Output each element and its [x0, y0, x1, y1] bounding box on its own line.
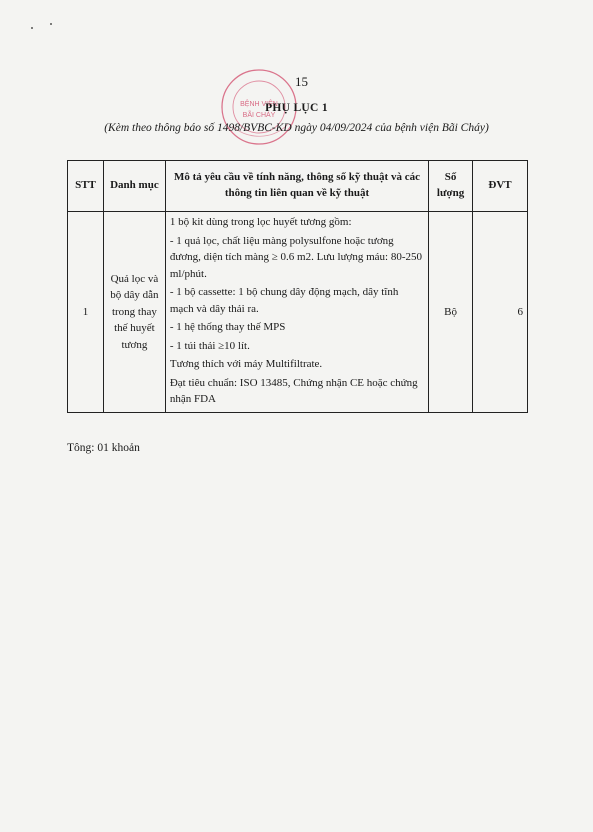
- header-danh-muc: Danh mục: [103, 161, 165, 212]
- scan-speck: [31, 27, 33, 29]
- page-number: 15: [295, 74, 308, 89]
- stamp-text-1: BỆNH VIỆN: [240, 101, 278, 108]
- appendix-title: PHỤ LỤC 1: [265, 102, 328, 114]
- desc-line: - 1 hệ thống thay thế MPS: [169, 321, 286, 333]
- header-dvt: ĐVT: [473, 161, 528, 212]
- requirements-table: [67, 160, 528, 413]
- cell-mo-ta: [165, 212, 428, 413]
- total-line: Tông: 01 khoản: [67, 442, 140, 454]
- desc-line: 1 bộ kit dùng trong lọc huyết tương gồm:: [169, 216, 352, 228]
- cell-stt: 1: [68, 212, 104, 413]
- header-so-luong: Số lượng: [429, 161, 473, 212]
- desc-line: - 1 bộ cassette: 1 bộ chung dây động mạch, dây tĩnh mạch và dây thải ra.: [169, 286, 399, 315]
- header-mo-ta: Mô tả yêu cầu về tính năng, thông số kỹ thuật và các thông tin liên quan về kỹ thuật: [165, 161, 428, 212]
- desc-line: - 1 túi thải ≥10 lít.: [169, 339, 250, 352]
- cell-so-luong: Bộ: [429, 212, 473, 413]
- desc-line: Đạt tiêu chuẩn: ISO 13485, Chứng nhận CE hoặc chứng nhận FDA: [169, 376, 418, 405]
- scan-speck: [50, 23, 52, 25]
- cell-dvt: 6: [473, 212, 528, 413]
- desc-line: - 1 quả lọc, chất liệu màng polysulfone hoặc tương đương, diện tích màng ≥ 0.6 m2. Lưu lượng máu: 80-250 ml/phút.: [169, 234, 423, 280]
- table-header-row: [68, 161, 528, 212]
- cell-danh-muc: Quả lọc và bộ dây dẫn trong thay thế huyết tương: [103, 212, 165, 413]
- appendix-subtitle: (Kèm theo thông báo số 1498/BVBC-KD ngày 04/09/2024 của bệnh viện Bãi Cháy): [104, 122, 489, 134]
- table-row: [68, 212, 528, 413]
- stamp-text-2: BÃI CHÁY: [242, 112, 276, 119]
- header-stt: STT: [68, 161, 104, 212]
- desc-line: Tương thích với máy Multifiltrate.: [169, 358, 323, 370]
